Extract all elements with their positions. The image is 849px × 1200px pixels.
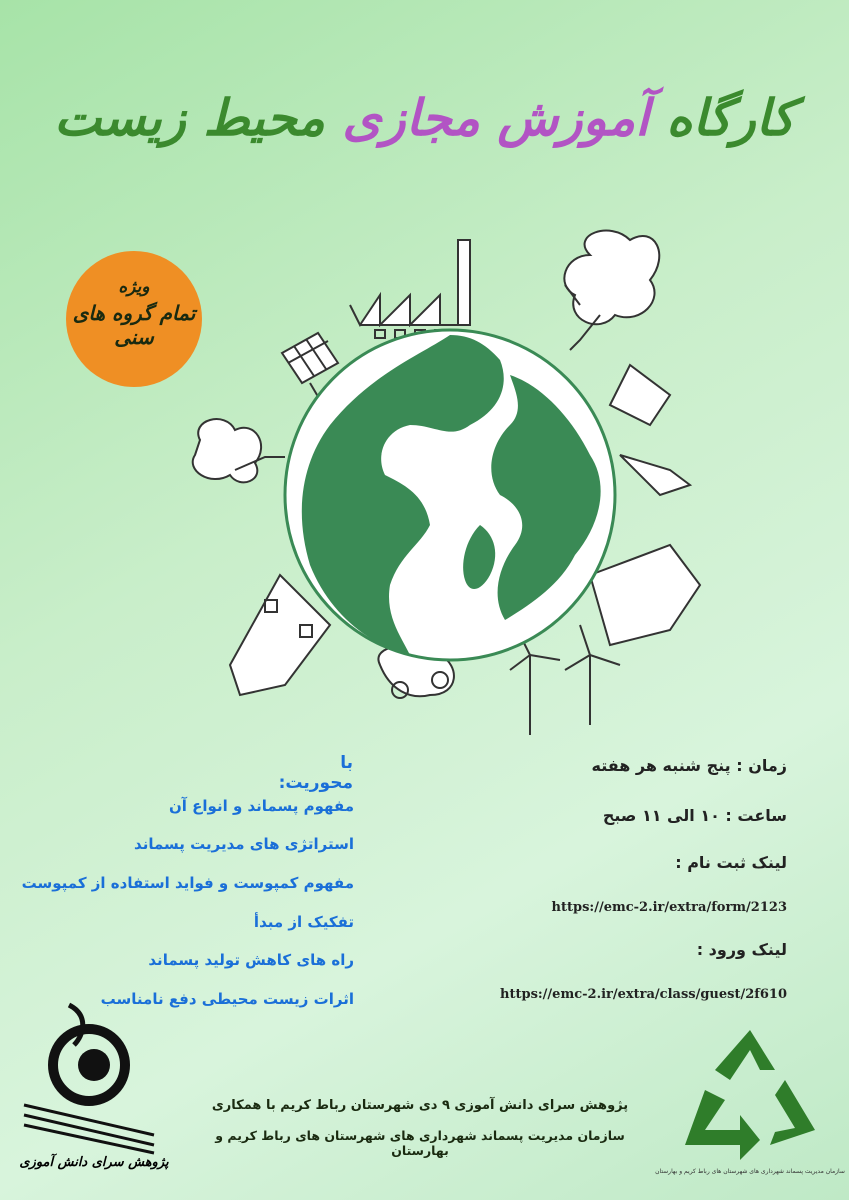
logo-left-text: پژوهش سرای دانش آموزی <box>19 1155 169 1170</box>
research-center-logo <box>14 995 174 1190</box>
factory-icon <box>350 240 470 338</box>
schedule-time: زمان : پنج شنبه هر هفته <box>591 756 787 775</box>
logo-right-text: سازمان مدیریت پسماند شهرداری های شهرستان های رباط کریم و بهارستان <box>655 1168 845 1175</box>
title-green-right: کارگاه <box>649 88 795 147</box>
register-link[interactable]: https://emc-2.ir/extra/form/2123 <box>551 900 787 915</box>
people-arrow-icon <box>590 545 700 645</box>
tree-icon <box>564 231 659 350</box>
footer-line2: سازمان مدیریت پسماند شهرداری های شهرستان های رباط کریم و بهارستان <box>215 1128 625 1158</box>
topic-item: مفهوم پسماند و انواع آن <box>169 797 354 815</box>
house-icon <box>230 575 330 695</box>
earth-illustration <box>170 225 730 755</box>
title-purple: آموزش مجازی <box>342 88 650 147</box>
register-label: لینک ثبت نام : <box>675 853 787 872</box>
tree-left-icon <box>193 419 285 482</box>
topic-item: تفکیک از مبدأ <box>253 913 354 931</box>
topics-heading: با محوریت: <box>278 753 353 793</box>
logo-emblem-icon <box>14 995 174 1155</box>
recycle-icon <box>675 1020 825 1160</box>
login-label: لینک ورود : <box>696 940 787 959</box>
topic-item: راه های کاهش تولید پسماند <box>148 951 354 969</box>
globe-icon <box>285 330 615 660</box>
topic-item: مفهوم کمپوست و فواید استفاده از کمپوست <box>21 874 354 892</box>
badge-line1: ویژه <box>118 277 150 297</box>
badge-line2: تمام گروه های سنی <box>72 301 196 349</box>
title-green-left: محیط زیست <box>54 88 343 147</box>
page-title <box>0 88 849 147</box>
footer-line1: پژوهش سرای دانش آموزی ۹ دی شهرستان رباط کریم با همکاری <box>211 1098 629 1113</box>
recycle-logo <box>655 1020 845 1190</box>
login-link[interactable]: https://emc-2.ir/extra/class/guest/2f610 <box>500 987 787 1002</box>
topic-item: اثرات زیست محیطی دفع نامناسب <box>100 990 354 1008</box>
schedule-hour: ساعت : ۱۰ الی ۱۱ صبح <box>602 806 787 825</box>
topic-item: استراتژی های مدیریت پسماند <box>134 835 354 853</box>
